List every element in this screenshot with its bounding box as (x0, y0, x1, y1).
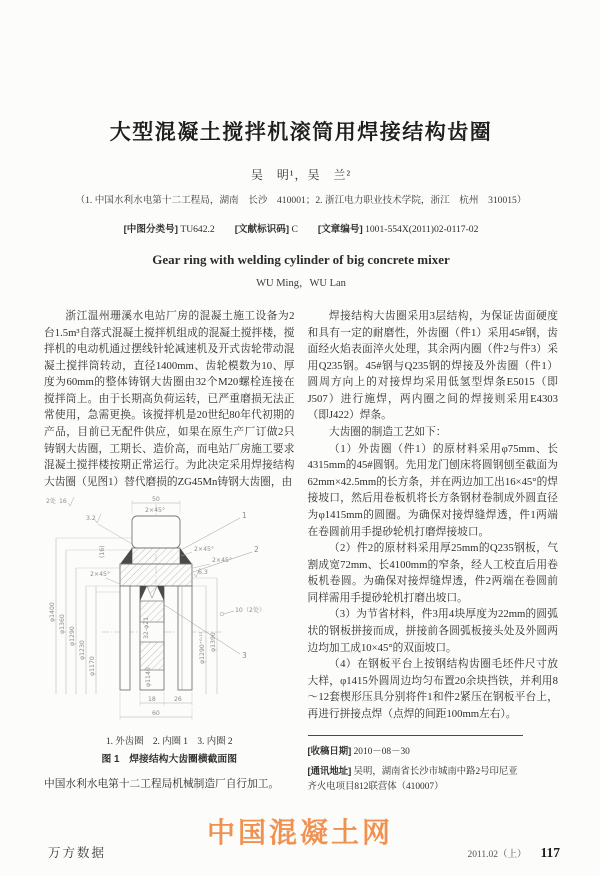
footnote-contact (308, 763, 523, 795)
contact-address-label: [通讯地址] (307, 764, 352, 776)
english-title: Gear ring with welding cylinder of big concrete mixer (152, 252, 450, 267)
wanfang-data-mark: 万方数据 (48, 846, 107, 860)
dim-bolt-holes: 32-φ21 (143, 617, 151, 640)
received-date-value: 2010－08－30 (353, 747, 410, 758)
dim-phi1390: φ1390 (210, 632, 218, 653)
callout-1: 1 (242, 511, 248, 521)
dim-phi1290-left: φ1290 (69, 626, 77, 647)
dim-phi1400: φ1400 (49, 602, 57, 623)
paragraph-step-1: （1）外齿圈（件1）的原材料采用φ75mm、长4315mm的45#圆钢。先用龙门刨床将圆钢刨至截面为62mm×42.5mm的长方条，并在两边加工出16×45°的焊接坡口，然后用卷板机将长方条钢材卷制成外圆直径为φ1415mm的圆圈。为确保对接焊缝焊透，件1两端在卷圆前用手提砂轮机打磨焊接坡口。 (307, 442, 558, 538)
figure-1 (44, 494, 295, 766)
dim-phi1230: φ1230 (79, 640, 87, 661)
paragraph-step-2: （2）件2的原材料采用厚25mm的Q235钢板，气割成宽72mm、长4100mm的窄条，经人工校直后用卷板机卷圆。为确保对接焊缝焊透，件2两端在卷圆前同样需用手提砂轮机打磨出坡口。 (307, 542, 558, 604)
paragraph-intro-continued: 中国水利水电第十二工程局机械制造厂自行加工。 (44, 777, 280, 790)
doc-code-item (235, 221, 298, 235)
dim-chamfer-mid: 2×45° (194, 546, 215, 554)
doc-code-value: C (291, 224, 298, 235)
dim-phi1360: φ1360 (59, 614, 67, 635)
site-watermark: 中国混凝土网 (206, 817, 394, 848)
callout-3: 3 (242, 651, 248, 661)
page-footer (0, 843, 600, 861)
dim-top-width: 50 (152, 496, 161, 504)
affiliation-line: （1. 中国水利水电第十二工程局，湖南 长沙 410001；2. 浙江电力职业技术学院，浙江 杭州 310015） (75, 195, 527, 206)
dim-18: 18 (148, 696, 157, 704)
callout-2: 2 (254, 545, 260, 555)
article-id-value: 1001-554X(2011)02-0117-02 (365, 224, 479, 235)
dim-phi1290-right: φ1290⁺⁰·¹⁵ (199, 631, 207, 665)
footnote-received (308, 743, 523, 760)
dim-60: 60 (152, 710, 161, 718)
clc-label: [中图分类号] (123, 224, 178, 235)
note-places: 2处 (46, 498, 57, 506)
note-16: 16 (59, 498, 68, 506)
clc-item (124, 221, 215, 235)
footer-right-group (467, 845, 560, 861)
dim-26: 26 (174, 696, 183, 704)
two-column-body (44, 308, 558, 797)
dim-chamfer-top: 2×45° (145, 507, 166, 515)
figure-legend: 1. 外齿圈 2. 内圈 1 3. 内圈 2 (105, 736, 233, 747)
figure-caption: 图 1 焊接结构大齿圈横截面图 (101, 753, 238, 765)
right-column (308, 308, 559, 797)
issue-label: 2011.02（上） (467, 850, 527, 860)
doc-code-label: [文献标识码] (234, 224, 290, 235)
paragraph-structure: 焊接结构大齿圈采用3层结构，为保证齿面硬度和具有一定的耐磨性，外齿圈（件1）采用45#钢，齿面经火焰表面淬火处理，其余两内圈（件2与件3）采用Q235钢。45#钢与Q235钢的焊接及外齿圈（件1）圆周方向上的对接焊均采用低氢型焊条E5015（即J507）进行施焊，两内圈之间的焊接则采用E4303（即J422）焊条。 (307, 310, 558, 422)
paragraph-step-3: （3）为节省材料，件3用4块厚度为22mm的圆弧状的钢板拼接而成，拼接前各圆弧板接头处及外圆两边均加工成10×45°的双面坡口。 (307, 608, 558, 654)
dim-chamfer-right: 2×45° (212, 557, 233, 565)
authors-line: 吴 明¹，吴 兰² (250, 168, 352, 182)
dim-phi1140: φ1140 (145, 667, 153, 688)
page-title: 大型混凝土搅拌机滚筒用焊接结构齿圈 (109, 121, 493, 144)
paragraph-step-4: （4）在钢板平台上按钢结构齿圈毛坯件尺寸放大样，φ1415外圆周边均匀布置20余块挡铁，并利用8～12套楔形压具分别将件1和件2紧压在钢板平台上，再进行拼接点焊（点焊的间距100mm左右）。 (307, 658, 558, 720)
footnote-block (308, 735, 523, 794)
dim-phi1170: φ1170 (89, 656, 97, 677)
paragraph-intro: 浙江温州珊溪水电站厂房的混凝土施工设备为2台1.5m³自落式混凝土搅拌机组成的混凝土搅拌楼，搅拌机的电动机通过摆线针轮减速机及开式齿轮带动混凝土搅拌筒转动，直径1400mm、齿轮模数为10、厚度为60mm的整体铸钢大齿圈由32个M20螺栓连接在搅拌筒上。由于长期高负荷运转，已严重磨损无法正常使用，急需更换。该搅拌机是20世纪80年代初期的产品，目前已无配件供应，如果在原生产厂订做2只铸钢大齿圈，工期长、造价高，而电站厂房施工要求混凝土搅拌楼按期正常运行。为此决定采用焊接结构大齿圈（见图1）替代磨损的ZG45Mn铸钢大齿圈，由 (44, 310, 295, 488)
page-number: 117 (540, 845, 560, 860)
dim-weld-note: 10（2处） (235, 607, 266, 615)
figure-drawing (44, 494, 294, 728)
paragraph-process-intro: 大齿圈的制造工艺如下： (328, 426, 447, 439)
article-id-item (318, 221, 479, 235)
dim-groove-16: (16) (99, 545, 107, 559)
dim-finish-32: 3.2 (86, 515, 97, 523)
article-id-label: [文章编号] (317, 224, 363, 235)
received-date-label: [收稿日期] (307, 745, 352, 757)
dim-finish-63: 6.3 (198, 569, 209, 577)
article-meta-line (44, 221, 558, 235)
clc-value: TU642.2 (180, 224, 215, 235)
left-column (44, 308, 295, 797)
english-authors: WU Ming，WU Lan (256, 278, 346, 289)
contact-address-value: 吴明，湖南省长沙市城南中路2号印尼亚齐火电项目812联营体（410007） (307, 766, 518, 792)
dim-chamfer-left: 2×45° (90, 571, 111, 579)
